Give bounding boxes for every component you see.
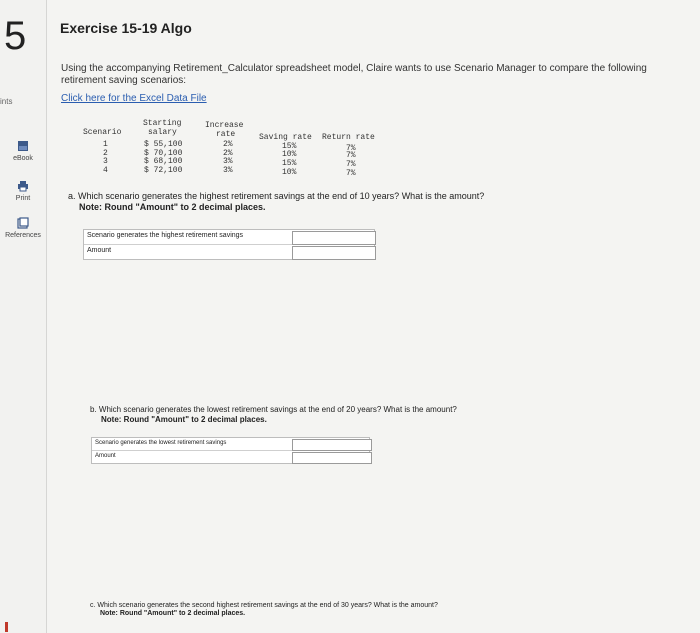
question-number: 5 [4, 14, 27, 58]
references-icon [17, 217, 29, 229]
header-saving-rate: Saving rate [259, 133, 312, 142]
scenario-lowest-input[interactable] [292, 439, 372, 451]
part-b-answer-table [91, 437, 370, 464]
table-row [84, 230, 374, 245]
sidebar [0, 0, 47, 633]
amount-input[interactable] [292, 452, 372, 464]
table-row [92, 438, 369, 451]
scenario-highest-label: Scenario generates the highest retirement savings [87, 232, 244, 239]
part-c-question [90, 602, 438, 617]
sidebar-item-ebook[interactable] [0, 140, 46, 162]
sidebar-item-label: eBook [13, 155, 33, 162]
header-salary-line2: salary [148, 128, 177, 137]
part-a-note: Note: Round "Amount" to 2 decimal places. [79, 202, 266, 212]
header-scenario: Scenario [83, 128, 122, 137]
sidebar-item-label: References [5, 232, 41, 239]
book-icon [17, 140, 29, 152]
accent-mark [5, 622, 8, 632]
sidebar-item-print[interactable] [0, 180, 46, 202]
scenario-highest-input[interactable] [292, 231, 376, 245]
header-increase-line2: rate [216, 130, 236, 139]
part-c-prompt: c. Which scenario generates the second highest retirement savings at the end of 30 years? What is the amount? [90, 602, 438, 609]
intro-text: Using the accompanying Retirement_Calculator spreadsheet model, Claire wants to use Scenario Manager to compare the following retirement saving scenarios: [61, 63, 647, 86]
excel-data-file-link[interactable]: Click here for the Excel Data File [61, 93, 207, 104]
part-a-answer-table [83, 229, 375, 260]
part-a-prompt: a. Which scenario generates the highest retirement savings at the end of 10 years? What is the amount? [68, 191, 485, 201]
header-salary-line1: Starting [143, 119, 182, 128]
part-b-question [90, 405, 457, 424]
sidebar-item-references[interactable] [0, 217, 46, 239]
exercise-title: Exercise 15-19 Algo [60, 20, 192, 36]
part-c-note: Note: Round "Amount" to 2 decimal places. [100, 610, 246, 617]
table-row [92, 451, 369, 463]
table-row [84, 245, 374, 259]
scenario-lowest-label: Scenario generates the lowest retirement savings [95, 440, 227, 446]
header-return-rate: Return rate [322, 133, 375, 142]
amount-input[interactable] [292, 246, 376, 260]
amount-label: Amount [95, 453, 116, 459]
part-b-prompt: b. Which scenario generates the lowest retirement savings at the end of 20 years? What is the amount? [90, 405, 457, 414]
amount-label: Amount [87, 247, 112, 254]
points-label: ints [0, 97, 13, 106]
header-increase-line1: Increase [205, 121, 244, 130]
sidebar-item-label: Print [15, 195, 31, 202]
part-a-question [68, 191, 484, 212]
part-b-note: Note: Round "Amount" to 2 decimal places. [101, 415, 267, 424]
printer-icon [17, 180, 29, 192]
